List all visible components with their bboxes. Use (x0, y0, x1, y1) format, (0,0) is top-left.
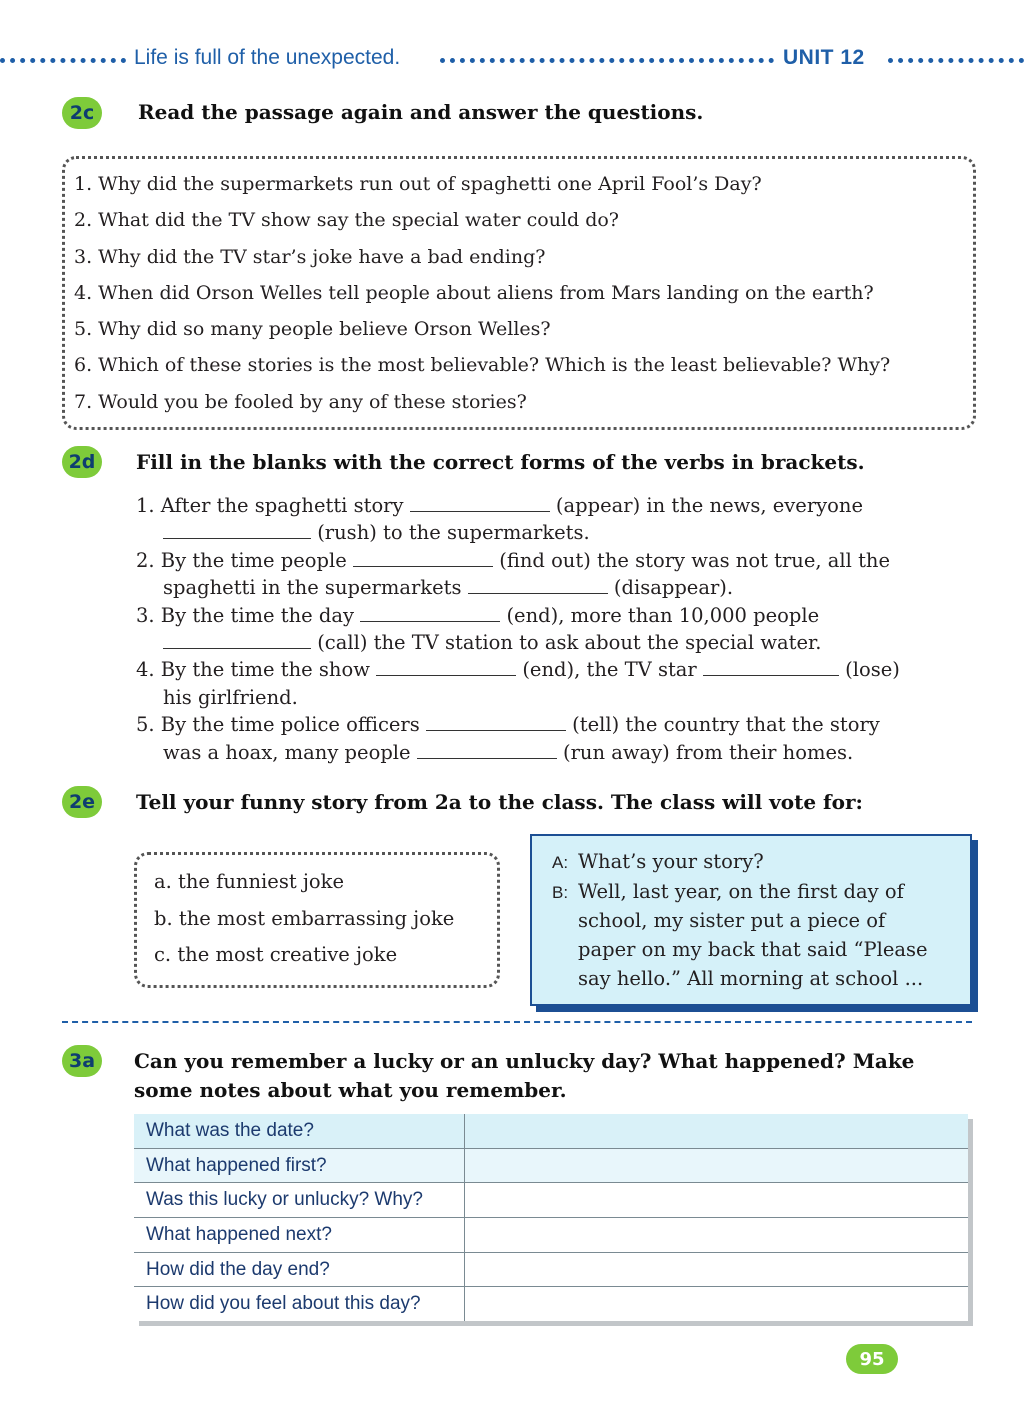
section-2d-title: Fill in the blanks with the correct forms of the verbs in brackets. (136, 450, 865, 474)
answer-cell[interactable] (465, 1287, 969, 1321)
item-text: 5. By the time police officers (136, 713, 426, 737)
prompt-cell: How did you feel about this day? (134, 1287, 465, 1321)
vote-option: b. the most embarrassing joke (154, 906, 455, 930)
answer-cell[interactable] (465, 1183, 969, 1218)
question-item: 7. Would you be fooled by any of these stories? (74, 390, 527, 413)
fill-in-exercise (136, 492, 966, 766)
section-2e-title: Tell your funny story from 2a to the class. The class will vote for: (136, 790, 863, 814)
item-text: 3. By the time the day (136, 603, 361, 627)
item-text: (disappear). (607, 576, 734, 600)
answer-cell[interactable] (465, 1218, 969, 1253)
item-text: his girlfriend. (163, 685, 298, 709)
header-dots-right (888, 58, 1024, 63)
answer-blank[interactable] (353, 552, 493, 567)
item-text: 4. By the time the show (136, 658, 377, 682)
item-text: (lose) (838, 658, 900, 682)
prompt-cell: What was the date? (134, 1114, 465, 1148)
item-text: (find out) the story was not true, all the (493, 548, 891, 572)
dialogue-line-a (552, 850, 764, 873)
table-row (134, 1183, 968, 1218)
speaker-b-label: B: (552, 883, 569, 902)
question-item: 3. Why did the TV star’s joke have a bad ending? (74, 245, 546, 268)
title-line: Can you remember a lucky or an unlucky day? What happened? Make (134, 1049, 915, 1073)
answer-cell[interactable] (465, 1114, 969, 1148)
section-3a-title (134, 1047, 914, 1105)
item-text: (run away) from their homes. (556, 740, 854, 764)
item-text: spaghetti in the supermarkets (163, 576, 468, 600)
notes-table (134, 1114, 968, 1321)
dialogue-text: Well, last year, on the first day of (578, 880, 904, 903)
item-text: 1. After the spaghetti story (136, 494, 410, 517)
item-text: (end), more than 10,000 people (500, 603, 820, 627)
title-line: some notes about what you remember. (134, 1078, 567, 1102)
page-number: 95 (846, 1344, 898, 1374)
section-badge-2e: 2e (62, 786, 102, 818)
question-item: 2. What did the TV show say the special water could do? (74, 209, 619, 232)
answer-blank[interactable] (426, 716, 566, 731)
dialogue-text: What’s your story? (578, 850, 764, 873)
section-badge-2c: 2c (62, 97, 102, 129)
section-badge-3a: 3a (62, 1045, 102, 1077)
question-item: 1. Why did the supermarkets run out of spaghetti one April Fool’s Day? (74, 173, 762, 195)
table-row (134, 1114, 968, 1148)
unit-theme-title: Life is full of the unexpected. (134, 46, 401, 69)
table-row (134, 1218, 968, 1253)
answer-blank[interactable] (468, 579, 608, 594)
item-text: (tell) the country that the story (565, 713, 880, 737)
section-divider (62, 1021, 972, 1023)
prompt-cell: What happened first? (134, 1148, 465, 1183)
vote-option: a. the funniest joke (154, 870, 345, 893)
item-text: (call) the TV station to ask about the special water. (311, 631, 822, 655)
answer-blank[interactable] (163, 634, 311, 649)
answer-blank[interactable] (163, 524, 311, 539)
item-text: (rush) to the supermarkets. (311, 521, 590, 545)
answer-cell[interactable] (465, 1148, 969, 1183)
question-item: 5. Why did so many people believe Orson Welles? (74, 318, 551, 341)
question-item: 6. Which of these stories is the most believable? Which is the least believable? Why? (74, 354, 891, 377)
answer-blank[interactable] (360, 607, 500, 622)
item-text: 2. By the time people (136, 548, 354, 572)
item-text: (appear) in the news, everyone (549, 494, 864, 517)
header-dots-middle (440, 58, 774, 63)
answer-blank[interactable] (417, 744, 557, 759)
answer-blank[interactable] (376, 661, 516, 676)
page-header (0, 44, 1024, 76)
questions-list (74, 166, 890, 420)
speaker-a-label: A: (552, 853, 569, 872)
vote-option: c. the most creative joke (154, 943, 398, 966)
section-2c-title: Read the passage again and answer the questions. (138, 100, 704, 124)
vote-options-list (154, 864, 454, 974)
table-row (134, 1287, 968, 1321)
dialogue-text: school, my sister put a piece of (578, 909, 886, 932)
dialogue-line-b (552, 880, 904, 903)
item-text: (end), the TV star (516, 658, 703, 682)
table-row (134, 1252, 968, 1287)
question-item: 4. When did Orson Welles tell people about aliens from Mars landing on the earth? (74, 281, 874, 304)
dialogue-text: say hello.” All morning at school ... (578, 967, 924, 990)
section-badge-2d: 2d (62, 446, 102, 478)
prompt-cell: Was this lucky or unlucky? Why? (134, 1183, 465, 1218)
prompt-cell: How did the day end? (134, 1252, 465, 1287)
answer-cell[interactable] (465, 1252, 969, 1287)
unit-label: UNIT 12 (783, 46, 865, 69)
prompt-cell: What happened next? (134, 1218, 465, 1253)
item-text: was a hoax, many people (163, 740, 417, 764)
answer-blank[interactable] (703, 661, 839, 676)
answer-blank[interactable] (410, 497, 550, 512)
sample-dialogue-box (530, 834, 972, 1006)
header-dots-left (0, 58, 126, 63)
table-row (134, 1148, 968, 1183)
dialogue-text: paper on my back that said “Please (578, 938, 928, 961)
